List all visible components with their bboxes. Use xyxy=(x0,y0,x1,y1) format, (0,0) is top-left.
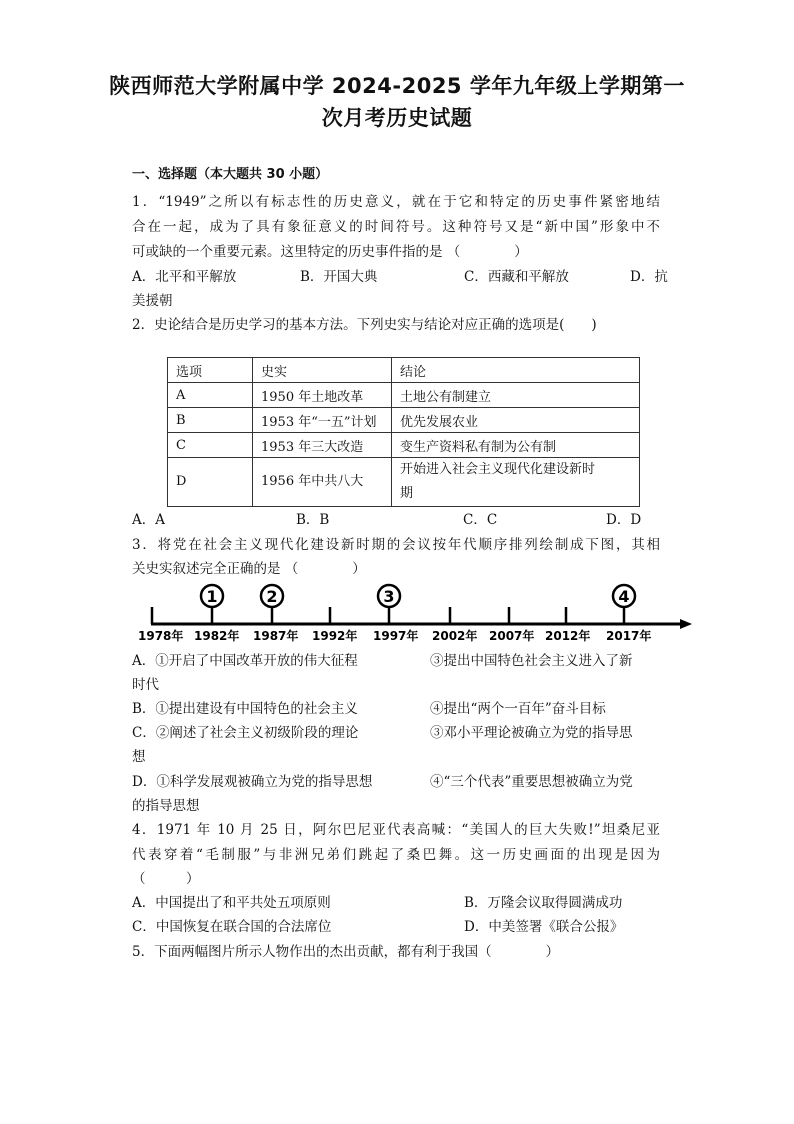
q1-line3: 可或缺的一个重要元素。这里特定的历史事件指的是 （ ） xyxy=(132,244,528,260)
q1-option-c[interactable]: C．西藏和平解放 xyxy=(464,269,569,285)
table-row xyxy=(168,433,640,458)
q2-option-b[interactable]: B．B xyxy=(296,512,330,528)
table-cell-option: C xyxy=(168,433,253,458)
q1-option-d[interactable]: D．抗 xyxy=(630,269,668,285)
q3-option-c[interactable]: C．②阐述了社会主义初级阶段的理论 xyxy=(132,725,359,741)
timeline-year-label: 2002年 xyxy=(432,629,478,643)
table-cell-fact: 1950 年土地改革 xyxy=(253,383,392,408)
q1-line1: 1．“1949”之所以有标志性的历史意义，就在于它和特定的历史事件紧密地结 xyxy=(132,194,660,210)
q4-option-b[interactable]: B．万隆会议取得圆满成功 xyxy=(464,895,623,911)
conclusion-line1: 开始进入社会主义现代化建设新时 xyxy=(400,462,596,477)
exam-title-line1: 陕西师范大学附属中学 2024-2025 学年九年级上学期第一 xyxy=(109,74,685,98)
table-header-option: 选项 xyxy=(168,358,253,383)
table-header-fact: 史实 xyxy=(253,358,392,383)
q3-option-d[interactable]: D．①科学发展观被确立为党的指导思想 xyxy=(132,774,373,790)
q3-option-b[interactable]: B．①提出建设有中国特色的社会主义 xyxy=(132,701,358,717)
q3-option-c-cont: ③邓小平理论被确立为党的指导思 xyxy=(430,725,633,741)
q2-option-c[interactable]: C．C xyxy=(463,512,498,528)
timeline-figure xyxy=(136,580,696,646)
q1-line2: 合在一起，成为了具有象征意义的时间符号。这种符号又是“新中国”形象中不 xyxy=(132,219,660,235)
table-header-row xyxy=(168,358,640,383)
timeline-marker-label: 3 xyxy=(383,587,395,606)
q2-option-a[interactable]: A．A xyxy=(132,512,165,528)
q3-option-a[interactable]: A．①开启了中国改革开放的伟大征程 xyxy=(132,653,358,669)
section-heading: 一、选择题（本大题共 30 小题） xyxy=(132,167,329,182)
q2-stem: 2．史论结合是历史学习的基本方法。下列史实与结论对应正确的选项是( ) xyxy=(132,317,597,333)
q4-line3: （ ） xyxy=(132,871,200,887)
table-cell-option: B xyxy=(168,408,253,433)
timeline-year-label: 1987年 xyxy=(253,629,299,643)
timeline-year-label: 2017年 xyxy=(606,629,652,643)
q3-option-d-cont: ④“三个代表”重要思想被确立为党 xyxy=(430,774,633,790)
table-row xyxy=(168,383,640,408)
q3-option-a-cont: ③提出中国特色社会主义进入了新 xyxy=(430,653,633,669)
table-cell-fact: 1953 年“一五”计划 xyxy=(253,408,392,433)
q3-option-b-cont: ④提出“两个一百年”奋斗目标 xyxy=(430,701,606,717)
q4-option-c[interactable]: C．中国恢复在联合国的合法席位 xyxy=(132,919,332,935)
timeline-marker-label: 2 xyxy=(266,587,278,606)
q4-line1: 4．1971 年 10 月 25 日，阿尔巴尼亚代表高喊：“美国人的巨大失败!”坦桑尼亚 xyxy=(132,822,660,838)
exam-title-line2: 次月考历史试题 xyxy=(321,106,473,130)
table-cell-conclusion xyxy=(392,458,640,507)
q1-option-d-tail: 美援朝 xyxy=(132,293,173,309)
q4-option-d[interactable]: D．中美签署《联合公报》 xyxy=(464,919,624,935)
timeline-marker-label: 4 xyxy=(618,587,630,606)
timeline-marker-label: 1 xyxy=(206,587,218,606)
timeline-year-label: 2012年 xyxy=(545,629,591,643)
q3-option-d-tail: 的指导思想 xyxy=(132,798,200,814)
q5-stem: 5．下面两幅图片所示人物作出的杰出贡献，都有利于我国（ ） xyxy=(132,944,560,960)
q3-line2: 关史实叙述完全正确的是 （ ） xyxy=(132,561,366,577)
q3-line1: 3．将党在社会主义现代化建设新时期的会议按年代顺序排列绘制成下图，其相 xyxy=(132,537,660,553)
table-cell-conclusion: 变生产资料私有制为公有制 xyxy=(392,433,640,458)
table-header-conclusion: 结论 xyxy=(392,358,640,383)
timeline-year-label: 1982年 xyxy=(194,629,240,643)
table-cell-option: D xyxy=(168,458,253,507)
q3-option-a-tail: 时代 xyxy=(132,677,159,693)
timeline-arrow-icon xyxy=(680,619,692,629)
timeline-year-label: 2007年 xyxy=(489,629,535,643)
timeline-year-label: 1997年 xyxy=(373,629,419,643)
table-row xyxy=(168,408,640,433)
q1-option-b[interactable]: B．开国大典 xyxy=(300,269,378,285)
q3-option-c-tail: 想 xyxy=(132,749,146,765)
timeline-year-label: 1992年 xyxy=(312,629,358,643)
timeline-year-label: 1978年 xyxy=(138,629,184,643)
table-row xyxy=(168,458,640,507)
table-cell-conclusion: 土地公有制建立 xyxy=(392,383,640,408)
table-cell-fact: 1956 年中共八大 xyxy=(253,458,392,507)
q2-option-d[interactable]: D．D xyxy=(606,512,642,528)
q4-option-a[interactable]: A．中国提出了和平共处五项原则 xyxy=(132,895,331,911)
q4-line2: 代表穿着“毛制服”与非洲兄弟们跳起了桑巴舞。这一历史画面的出现是因为 xyxy=(132,847,660,863)
q1-option-a[interactable]: A．北平和平解放 xyxy=(132,269,237,285)
table-cell-conclusion: 优先发展农业 xyxy=(392,408,640,433)
table-cell-fact: 1953 年三大改造 xyxy=(253,433,392,458)
conclusion-line2: 期 xyxy=(400,486,414,501)
table-cell-option: A xyxy=(168,383,253,408)
q2-table xyxy=(167,357,640,507)
